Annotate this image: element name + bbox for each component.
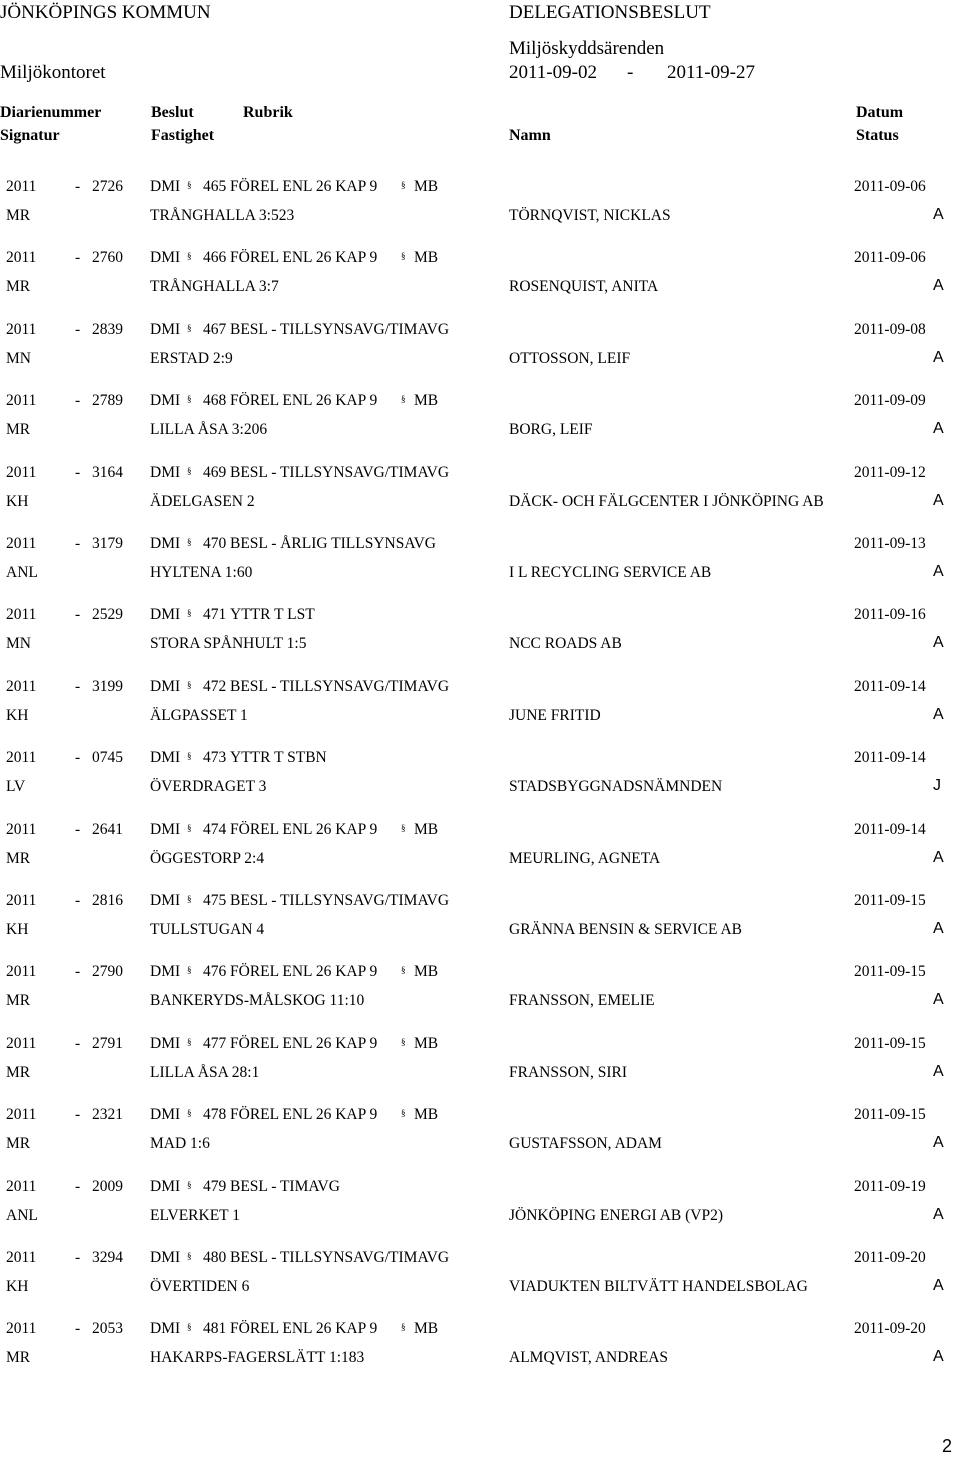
- case-dash: -: [75, 392, 81, 410]
- party-name: FRANSSON, EMELIE: [509, 992, 655, 1010]
- table-row: [0, 1320, 960, 1380]
- case-year: 2011: [6, 1106, 37, 1124]
- decision-law: MB: [414, 820, 439, 838]
- decision-type: DMI: [150, 249, 181, 267]
- case-number: 2529: [92, 606, 123, 624]
- decision-date: 2011-09-20: [854, 1320, 926, 1338]
- table-row: [0, 535, 960, 595]
- decision-heading: YTTR T STBN: [230, 749, 327, 767]
- property: STORA SPÅNHULT 1:5: [150, 635, 307, 653]
- decision-date: 2011-09-15: [854, 1034, 926, 1052]
- section-symbol: §: [187, 465, 192, 476]
- case-year: 2011: [6, 677, 37, 695]
- decision-date: 2011-09-06: [854, 178, 926, 195]
- decision-number: 473: [203, 749, 227, 767]
- decision-number: 466: [203, 249, 227, 267]
- case-number: 2009: [92, 1177, 123, 1195]
- decision-date: 2011-09-14: [854, 820, 926, 838]
- decision-date: 2011-09-20: [854, 1249, 926, 1266]
- decision-heading: FÖREL ENL 26 KAP 9: [230, 820, 378, 838]
- case-year: 2011: [6, 249, 37, 267]
- org-name: JÖNKÖPINGS KOMMUN: [0, 2, 211, 23]
- case-number: 2641: [92, 820, 123, 838]
- table-row: [0, 178, 960, 238]
- decision-heading: BESL - TILLSYNSAVG/TIMAVG: [230, 677, 450, 695]
- signature: KH: [6, 492, 29, 510]
- decision-number: 479: [203, 1177, 227, 1195]
- decision-heading: FÖREL ENL 26 KAP 9: [230, 1320, 378, 1338]
- case-dash: -: [75, 1106, 81, 1124]
- decision-heading: FÖREL ENL 26 KAP 9: [230, 178, 378, 195]
- section-symbol: §: [187, 608, 192, 619]
- signature: MR: [6, 421, 31, 439]
- decision-date: 2011-09-13: [854, 535, 926, 552]
- case-number: 2816: [92, 892, 123, 909]
- signature: KH: [6, 706, 29, 724]
- status-code: A: [933, 1348, 944, 1366]
- party-name: ROSENQUIST, ANITA: [509, 278, 659, 296]
- party-name: JUNE FRITID: [509, 706, 601, 724]
- case-number: 2839: [92, 320, 123, 338]
- case-dash: -: [75, 1177, 81, 1195]
- signature: MR: [6, 207, 31, 224]
- section-symbol: §: [187, 1322, 192, 1333]
- section-symbol: §: [187, 394, 192, 405]
- status-code: A: [933, 920, 944, 937]
- case-year: 2011: [6, 392, 37, 410]
- section-symbol: §: [187, 537, 192, 547]
- status-code: A: [933, 563, 944, 580]
- case-year: 2011: [6, 178, 37, 195]
- status-code: A: [933, 705, 944, 723]
- party-name: GUSTAFSSON, ADAM: [509, 1135, 662, 1153]
- case-dash: -: [75, 749, 81, 767]
- column-header-beslut: Beslut: [151, 104, 194, 121]
- property: ÖVERTIDEN 6: [150, 1278, 250, 1295]
- signature: LV: [6, 778, 26, 796]
- party-name: MEURLING, AGNETA: [509, 849, 661, 867]
- signature: MR: [6, 1349, 31, 1367]
- decision-heading: FÖREL ENL 26 KAP 9: [230, 963, 378, 981]
- decision-heading: BESL - TILLSYNSAVG/TIMAVG: [230, 320, 450, 338]
- case-year: 2011: [6, 606, 37, 624]
- case-number: 3179: [92, 535, 123, 552]
- case-number: 2321: [92, 1106, 123, 1124]
- section-symbol: §: [187, 251, 192, 262]
- column-header-rubrik: Rubrik: [243, 104, 293, 121]
- decision-date: 2011-09-14: [854, 749, 926, 767]
- section-symbol: §: [187, 1108, 192, 1119]
- case-year: 2011: [6, 963, 37, 981]
- party-name: JÖNKÖPING ENERGI AB (VP2): [509, 1206, 723, 1224]
- signature: KH: [6, 1278, 29, 1295]
- table-row: [0, 464, 960, 524]
- decision-type: DMI: [150, 178, 181, 195]
- decision-date: 2011-09-15: [854, 892, 926, 909]
- decision-law: MB: [414, 1320, 439, 1338]
- case-dash: -: [75, 463, 81, 481]
- section-symbol: §: [187, 180, 192, 190]
- decision-law: MB: [414, 178, 439, 195]
- property: ÖVERDRAGET 3: [150, 778, 267, 796]
- decision-heading: FÖREL ENL 26 KAP 9: [230, 1034, 378, 1052]
- decision-number: 469: [203, 463, 227, 481]
- table-row: [0, 321, 960, 381]
- decision-law: MB: [414, 1034, 439, 1052]
- table-row: [0, 1035, 960, 1095]
- status-code: A: [933, 991, 944, 1009]
- section-symbol: §: [187, 822, 192, 833]
- decision-type: DMI: [150, 677, 181, 695]
- column-header-datum: Datum: [856, 104, 904, 121]
- decision-date: 2011-09-06: [854, 249, 926, 267]
- column-header-namn: Namn: [509, 127, 551, 144]
- decision-date: 2011-09-14: [854, 677, 926, 695]
- signature: MR: [6, 992, 31, 1010]
- table-row: [0, 392, 960, 452]
- case-number: 3199: [92, 677, 123, 695]
- case-dash: -: [75, 320, 81, 338]
- signature: MR: [6, 1135, 31, 1153]
- table-row: [0, 1106, 960, 1166]
- property: LILLA ÅSA 28:1: [150, 1063, 260, 1081]
- case-number: 2789: [92, 392, 123, 410]
- property: MAD 1:6: [150, 1135, 210, 1153]
- case-year: 2011: [6, 1034, 37, 1052]
- case-number: 3164: [92, 463, 123, 481]
- case-year: 2011: [6, 820, 37, 838]
- party-name: TÖRNQVIST, NICKLAS: [509, 207, 671, 224]
- case-year: 2011: [6, 1177, 37, 1195]
- decision-heading: BESL - ÅRLIG TILLSYNSAVG: [230, 535, 436, 552]
- decision-heading: BESL - TILLSYNSAVG/TIMAVG: [230, 463, 450, 481]
- period-from: 2011-09-02: [509, 62, 597, 83]
- section-symbol: §: [401, 1322, 406, 1333]
- section-symbol: §: [401, 1036, 406, 1047]
- signature: MR: [6, 1063, 31, 1081]
- signature: MN: [6, 349, 31, 367]
- case-year: 2011: [6, 463, 37, 481]
- status-code: A: [933, 348, 944, 366]
- decision-heading: FÖREL ENL 26 KAP 9: [230, 249, 378, 267]
- section-symbol: §: [401, 1108, 406, 1119]
- signature: ANL: [6, 1206, 38, 1224]
- decision-type: DMI: [150, 892, 181, 909]
- decision-type: DMI: [150, 320, 181, 338]
- decision-law: MB: [414, 1106, 439, 1124]
- case-dash: -: [75, 178, 81, 195]
- property: ERSTAD 2:9: [150, 349, 233, 367]
- property: BANKERYDS-MÅLSKOG 11:10: [150, 992, 365, 1010]
- status-code: A: [933, 848, 944, 866]
- signature: KH: [6, 921, 29, 938]
- case-dash: -: [75, 535, 81, 552]
- decision-type: DMI: [150, 392, 181, 410]
- section-symbol: §: [187, 1179, 192, 1190]
- signature: MN: [6, 635, 31, 653]
- status-code: J: [933, 777, 941, 795]
- section-symbol: §: [401, 394, 406, 405]
- decision-number: 476: [203, 963, 227, 981]
- decision-type: DMI: [150, 1177, 181, 1195]
- office-name: Miljökontoret: [0, 62, 106, 83]
- case-dash: -: [75, 677, 81, 695]
- status-code: A: [933, 1062, 944, 1080]
- case-dash: -: [75, 606, 81, 624]
- decision-law: MB: [414, 249, 439, 267]
- status-code: A: [933, 1277, 944, 1294]
- decision-type: DMI: [150, 535, 181, 552]
- status-code: A: [933, 1134, 944, 1152]
- section-symbol: §: [401, 822, 406, 833]
- table-row: [0, 821, 960, 881]
- property: HYLTENA 1:60: [150, 564, 253, 581]
- decision-number: 477: [203, 1034, 227, 1052]
- decision-law: MB: [414, 392, 439, 410]
- party-name: I L RECYCLING SERVICE AB: [509, 564, 712, 581]
- decision-type: DMI: [150, 463, 181, 481]
- decision-date: 2011-09-15: [854, 963, 926, 981]
- property: ÄDELGASEN 2: [150, 492, 255, 510]
- case-year: 2011: [6, 749, 37, 767]
- table-row: [0, 1249, 960, 1309]
- case-number: 2760: [92, 249, 123, 267]
- decision-date: 2011-09-12: [854, 463, 926, 481]
- party-name: BORG, LEIF: [509, 421, 593, 439]
- column-header-signatur: Signatur: [0, 127, 60, 144]
- decision-number: 467: [203, 320, 227, 338]
- decision-type: DMI: [150, 1106, 181, 1124]
- case-year: 2011: [6, 1249, 37, 1266]
- decision-date: 2011-09-08: [854, 320, 926, 338]
- decision-type: DMI: [150, 1320, 181, 1338]
- decision-number: 480: [203, 1249, 227, 1266]
- decision-date: 2011-09-09: [854, 392, 926, 410]
- decision-type: DMI: [150, 749, 181, 767]
- decision-type: DMI: [150, 606, 181, 624]
- status-code: A: [933, 491, 944, 509]
- property: ELVERKET 1: [150, 1206, 240, 1224]
- property: ÖGGESTORP 2:4: [150, 849, 265, 867]
- party-name: DÄCK- OCH FÄLGCENTER I JÖNKÖPING AB: [509, 492, 824, 510]
- decision-number: 465: [203, 178, 227, 195]
- party-name: ALMQVIST, ANDREAS: [509, 1349, 669, 1367]
- party-name: STADSBYGGNADSNÄMNDEN: [509, 778, 723, 796]
- case-number: 2053: [92, 1320, 123, 1338]
- case-dash: -: [75, 1034, 81, 1052]
- decision-number: 478: [203, 1106, 227, 1124]
- property: TULLSTUGAN 4: [150, 921, 265, 938]
- decision-number: 474: [203, 820, 227, 838]
- signature: MR: [6, 278, 31, 296]
- case-number: 2791: [92, 1034, 123, 1052]
- decision-date: 2011-09-16: [854, 606, 926, 624]
- case-dash: -: [75, 1320, 81, 1338]
- table-row: [0, 892, 960, 952]
- decision-date: 2011-09-15: [854, 1106, 926, 1124]
- party-name: FRANSSON, SIRI: [509, 1063, 628, 1081]
- section-symbol: §: [187, 1251, 192, 1261]
- case-number: 3294: [92, 1249, 123, 1266]
- decision-date: 2011-09-19: [854, 1177, 926, 1195]
- section-symbol: §: [187, 1036, 192, 1047]
- case-number: 2726: [92, 178, 123, 195]
- decision-heading: BESL - TILLSYNSAVG/TIMAVG: [230, 1249, 450, 1266]
- case-year: 2011: [6, 892, 37, 909]
- decision-number: 472: [203, 677, 227, 695]
- party-name: VIADUKTEN BILTVÄTT HANDELSBOLAG: [509, 1278, 808, 1295]
- decision-law: MB: [414, 963, 439, 981]
- section-symbol: §: [401, 965, 406, 976]
- decision-heading: FÖREL ENL 26 KAP 9: [230, 1106, 378, 1124]
- decision-heading: BESL - TILLSYNSAVG/TIMAVG: [230, 892, 450, 909]
- property: TRÅNGHALLA 3:7: [150, 278, 279, 296]
- property: LILLA ÅSA 3:206: [150, 421, 268, 439]
- decision-number: 470: [203, 535, 227, 552]
- status-code: A: [933, 1205, 944, 1223]
- page-number: 2: [942, 1436, 953, 1456]
- status-code: A: [933, 206, 944, 223]
- decision-type: DMI: [150, 1249, 181, 1266]
- column-header-diarienummer: Diarienummer: [0, 104, 102, 121]
- case-dash: -: [75, 892, 81, 909]
- decision-number: 481: [203, 1320, 227, 1338]
- document-title: DELEGATIONSBESLUT: [509, 2, 711, 23]
- decision-heading: FÖREL ENL 26 KAP 9: [230, 392, 378, 410]
- decision-number: 475: [203, 892, 227, 909]
- section-symbol: §: [187, 894, 192, 904]
- decision-heading: BESL - TIMAVG: [230, 1177, 340, 1195]
- section-symbol: §: [187, 965, 192, 976]
- decision-heading: YTTR T LST: [230, 606, 315, 624]
- signature: MR: [6, 849, 31, 867]
- case-number: 0745: [92, 749, 123, 767]
- period-separator: -: [627, 62, 634, 83]
- case-dash: -: [75, 820, 81, 838]
- property: TRÅNGHALLA 3:523: [150, 207, 295, 224]
- case-dash: -: [75, 249, 81, 267]
- status-code: A: [933, 420, 944, 438]
- decision-number: 471: [203, 606, 227, 624]
- case-year: 2011: [6, 1320, 37, 1338]
- status-code: A: [933, 634, 944, 652]
- table-row: [0, 963, 960, 1023]
- table-row: [0, 606, 960, 666]
- table-row: [0, 749, 960, 809]
- table-row: [0, 1178, 960, 1238]
- decision-number: 468: [203, 392, 227, 410]
- section-symbol: §: [187, 751, 192, 762]
- table-row: [0, 678, 960, 738]
- property: ÄLGPASSET 1: [150, 706, 248, 724]
- party-name: OTTOSSON, LEIF: [509, 349, 631, 367]
- column-header-fastighet: Fastighet: [151, 127, 215, 144]
- case-dash: -: [75, 963, 81, 981]
- party-name: NCC ROADS AB: [509, 635, 622, 653]
- property: HAKARPS-FAGERSLÄTT 1:183: [150, 1349, 365, 1367]
- decision-type: DMI: [150, 820, 181, 838]
- case-year: 2011: [6, 535, 37, 552]
- case-dash: -: [75, 1249, 81, 1266]
- table-row: [0, 249, 960, 309]
- section-symbol: §: [187, 679, 192, 690]
- section-symbol: §: [401, 251, 406, 262]
- decision-type: DMI: [150, 963, 181, 981]
- column-header-status: Status: [856, 127, 899, 144]
- period-to: 2011-09-27: [667, 62, 755, 83]
- section-symbol: §: [187, 322, 192, 333]
- section-symbol: §: [401, 180, 406, 190]
- decision-type: DMI: [150, 1034, 181, 1052]
- document-subtitle: Miljöskyddsärenden: [509, 38, 665, 59]
- status-code: A: [933, 277, 944, 295]
- party-name: GRÄNNA BENSIN & SERVICE AB: [509, 921, 743, 938]
- case-number: 2790: [92, 963, 123, 981]
- case-year: 2011: [6, 320, 37, 338]
- signature: ANL: [6, 564, 38, 581]
